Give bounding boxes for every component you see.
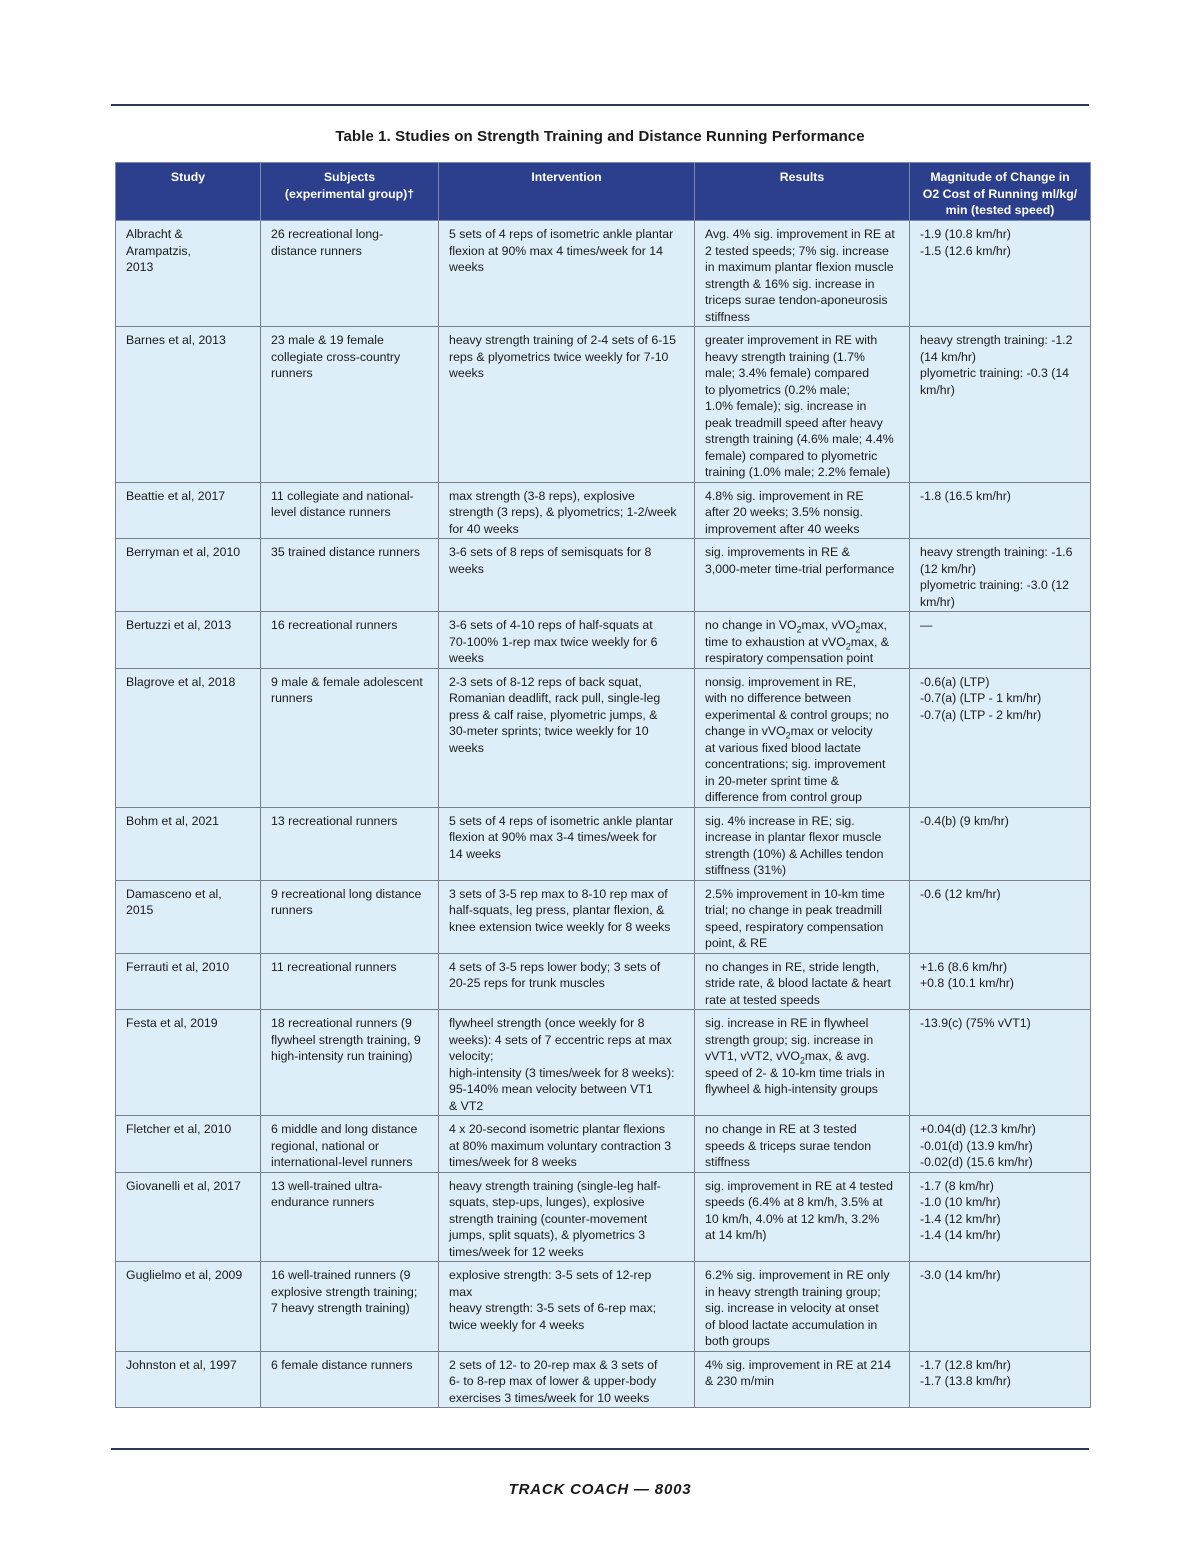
cell-line: -13.9(c) (75% vVT1) bbox=[920, 1016, 1031, 1030]
cell-line: runners bbox=[271, 366, 313, 380]
cell-line: weeks bbox=[449, 561, 484, 576]
cell-study bbox=[116, 1010, 261, 1116]
header-line: (experimental group)† bbox=[284, 186, 415, 201]
cell-line: 2013 bbox=[126, 260, 154, 274]
cell-line: velocity; bbox=[449, 1049, 494, 1063]
table-row bbox=[116, 482, 1091, 539]
cell-intervention bbox=[439, 1351, 695, 1408]
cell-magnitude bbox=[910, 1172, 1091, 1262]
cell-line: flywheel strength training, 9 bbox=[271, 1032, 421, 1047]
cell-line: 16 recreational runners bbox=[271, 618, 398, 632]
table-row bbox=[116, 612, 1091, 669]
cell-line: squats, step-ups, lunges), explosive bbox=[449, 1195, 645, 1209]
cell-line: 1.0% female); sig. increase in bbox=[705, 399, 867, 413]
cell-line: 13 recreational runners bbox=[271, 813, 398, 828]
cell-results bbox=[695, 1116, 910, 1173]
cell-line: to plyometrics (0.2% male; bbox=[705, 382, 850, 397]
top-rule bbox=[111, 104, 1089, 106]
cell-line: 18 recreational runners (9 bbox=[271, 1016, 412, 1030]
cell-line: 3,000-meter time-trial performance bbox=[705, 561, 895, 576]
cell-line: Guglielmo et al, 2009 bbox=[126, 1268, 243, 1282]
cell-line: sig. 4% increase in RE; sig. bbox=[705, 813, 855, 828]
cell-line: plyometric training: -0.3 (14 bbox=[920, 366, 1069, 380]
cell-magnitude bbox=[910, 221, 1091, 327]
cell-results bbox=[695, 1262, 910, 1352]
cell-line: -1.0 (10 km/hr) bbox=[920, 1195, 1001, 1209]
cell-results bbox=[695, 1351, 910, 1408]
cell-intervention bbox=[439, 1010, 695, 1116]
cell-line: vVT1, vVT2, vVO$_2$max, & avg. bbox=[705, 1049, 870, 1066]
cell-subjects bbox=[261, 1116, 439, 1173]
cell-line: Johnston et al, 1997 bbox=[126, 1357, 237, 1372]
cell-subjects bbox=[261, 482, 439, 539]
cell-line: respiratory compensation point bbox=[705, 651, 874, 665]
cell-line: 11 collegiate and national- bbox=[271, 488, 414, 503]
cell-line: -1.4 (12 km/hr) bbox=[920, 1211, 1001, 1226]
cell-line: -0.7(a) (LTP - 1 km/hr) bbox=[920, 691, 1042, 705]
cell-line: difference from control group bbox=[705, 790, 862, 804]
cell-line: 10 km/h, 4.0% at 12 km/h, 3.2% bbox=[705, 1211, 880, 1226]
cell-magnitude bbox=[910, 807, 1091, 880]
cell-line: 3 sets of 3-5 rep max to 8-10 rep max of bbox=[449, 886, 668, 901]
table-row bbox=[116, 539, 1091, 612]
cell-line: times/week for 12 weeks bbox=[449, 1244, 584, 1259]
cell-line: -1.7 (12.8 km/hr) bbox=[920, 1357, 1011, 1372]
cell-line: time to exhaustion at vVO$_2$max, & bbox=[705, 634, 890, 651]
cell-results bbox=[695, 327, 910, 483]
cell-study bbox=[116, 807, 261, 880]
cell-line: (14 km/hr) bbox=[920, 349, 977, 364]
cell-line: 9 recreational long distance bbox=[271, 886, 422, 901]
header-line: min (tested speed) bbox=[945, 203, 1055, 217]
cell-line: sig. increase in RE in flywheel bbox=[705, 1016, 869, 1030]
cell-line: 20-25 reps for trunk muscles bbox=[449, 976, 605, 990]
table-row bbox=[116, 221, 1091, 327]
cell-line: 11 recreational runners bbox=[271, 959, 397, 974]
cell-line: 26 recreational long- bbox=[271, 227, 384, 241]
cell-line: triceps surae tendon-aponeurosis bbox=[705, 293, 888, 307]
cell-study bbox=[116, 1351, 261, 1408]
cell-intervention bbox=[439, 807, 695, 880]
cell-intervention bbox=[439, 1172, 695, 1262]
cell-line: male; 3.4% female) compared bbox=[705, 366, 870, 380]
cell-line: 2.5% improvement in 10-km time bbox=[705, 886, 885, 901]
cell-intervention bbox=[439, 482, 695, 539]
cell-magnitude bbox=[910, 1351, 1091, 1408]
cell-line: 7 heavy strength training) bbox=[271, 1301, 410, 1315]
cell-study bbox=[116, 612, 261, 669]
cell-results bbox=[695, 1172, 910, 1262]
cell-line: 95-140% mean velocity between VT1 bbox=[449, 1082, 653, 1096]
cell-line: press & calf raise, plyometric jumps, & bbox=[449, 707, 658, 722]
table-row bbox=[116, 807, 1091, 880]
cell-subjects bbox=[261, 1351, 439, 1408]
cell-line: sig. increase in velocity at onset bbox=[705, 1301, 879, 1315]
cell-study bbox=[116, 1172, 261, 1262]
cell-line: heavy strength training of 2-4 sets of 6-15 bbox=[449, 333, 676, 347]
cell-line: -1.4 (14 km/hr) bbox=[920, 1228, 1001, 1242]
column-header-results bbox=[695, 163, 910, 221]
cell-line: weeks bbox=[449, 651, 484, 665]
cell-line: flywheel & high-intensity groups bbox=[705, 1082, 878, 1096]
cell-line: (12 km/hr) bbox=[920, 561, 977, 576]
cell-line: 4% sig. improvement in RE at 214 bbox=[705, 1357, 891, 1372]
cell-line: at 80% maximum voluntary contraction 3 bbox=[449, 1138, 672, 1153]
cell-line: half-squats, leg press, plantar flexion, & bbox=[449, 903, 665, 917]
cell-line: speeds (6.4% at 8 km/h, 3.5% at bbox=[705, 1195, 883, 1209]
table-row bbox=[116, 1351, 1091, 1408]
cell-line: both groups bbox=[705, 1334, 770, 1348]
cell-study bbox=[116, 327, 261, 483]
cell-line: 9 male & female adolescent bbox=[271, 674, 423, 689]
cell-line: stiffness bbox=[705, 309, 750, 324]
table-row bbox=[116, 953, 1091, 1010]
cell-line: point, & RE bbox=[705, 936, 768, 950]
cell-line: 6 female distance runners bbox=[271, 1357, 413, 1372]
cell-line: strength & 16% sig. increase in bbox=[705, 276, 875, 291]
cell-results bbox=[695, 612, 910, 669]
cell-line: stride rate, & blood lactate & heart bbox=[705, 976, 891, 990]
table-caption: Table 1. Studies on Strength Training and Distance Running Performance bbox=[335, 128, 865, 145]
cell-line: no change in RE at 3 tested bbox=[705, 1122, 857, 1136]
cell-line: max strength (3-8 reps), explosive bbox=[449, 488, 635, 503]
cell-line: no change in $VO_2\max$, vVO$_2$max, bbox=[705, 618, 888, 635]
cell-line: -0.7(a) (LTP - 2 km/hr) bbox=[920, 707, 1042, 722]
cell-subjects bbox=[261, 327, 439, 483]
cell-line: -1.5 (12.6 km/hr) bbox=[920, 243, 1011, 258]
cell-line: with no difference between bbox=[705, 691, 852, 705]
cell-line: experimental & control groups; no bbox=[705, 707, 889, 722]
column-header-intervention bbox=[439, 163, 695, 221]
cell-line: speed, respiratory compensation bbox=[705, 919, 884, 934]
cell-magnitude bbox=[910, 612, 1091, 669]
cell-line: endurance runners bbox=[271, 1195, 375, 1209]
cell-line: strength (10%) & Achilles tendon bbox=[705, 846, 884, 861]
cell-line: training (1.0% male; 2.2% female) bbox=[705, 465, 891, 479]
cell-line: -0.6(a) (LTP) bbox=[920, 674, 990, 689]
cell-line: Festa et al, 2019 bbox=[126, 1016, 218, 1030]
cell-line: 5 sets of 4 reps of isometric ankle plantar bbox=[449, 227, 674, 241]
header-line: Magnitude of Change in bbox=[930, 170, 1070, 184]
cell-line: heavy strength training (single-leg half- bbox=[449, 1178, 661, 1193]
cell-line: distance runners bbox=[271, 243, 362, 258]
cell-line: Bertuzzi et al, 2013 bbox=[126, 618, 232, 632]
cell-line: strength training (counter-movement bbox=[449, 1211, 648, 1226]
cell-line: heavy strength training: -1.2 bbox=[920, 333, 1073, 347]
cell-line: times/week for 8 weeks bbox=[449, 1155, 577, 1169]
cell-subjects bbox=[261, 953, 439, 1010]
cell-line: heavy strength: 3-5 sets of 6-rep max; bbox=[449, 1301, 657, 1315]
cell-line: nonsig. improvement in RE, bbox=[705, 674, 857, 689]
cell-magnitude bbox=[910, 953, 1091, 1010]
cell-line: km/hr) bbox=[920, 382, 955, 397]
cell-subjects bbox=[261, 612, 439, 669]
cell-intervention bbox=[439, 880, 695, 953]
cell-line: 2015 bbox=[126, 903, 154, 917]
cell-line: Avg. 4% sig. improvement in RE at bbox=[705, 227, 895, 241]
cell-line: 6.2% sig. improvement in RE only bbox=[705, 1268, 890, 1282]
cell-line: 2 sets of 12- to 20-rep max & 3 sets of bbox=[449, 1357, 658, 1372]
cell-line: improvement after 40 weeks bbox=[705, 521, 860, 536]
cell-line: & VT2 bbox=[449, 1098, 484, 1113]
cell-subjects bbox=[261, 880, 439, 953]
cell-subjects bbox=[261, 539, 439, 612]
cell-line: Berryman et al, 2010 bbox=[126, 545, 241, 559]
cell-intervention bbox=[439, 327, 695, 483]
cell-line: Beattie et al, 2017 bbox=[126, 488, 226, 503]
cell-line: -1.9 (10.8 km/hr) bbox=[920, 227, 1011, 241]
cell-line: for 40 weeks bbox=[449, 521, 519, 536]
cell-line: 4.8% sig. improvement in RE bbox=[705, 488, 864, 503]
cell-line: speed of 2- & 10-km time trials in bbox=[705, 1065, 885, 1080]
cell-line: stiffness bbox=[705, 1155, 750, 1169]
cell-line: flywheel strength (once weekly for 8 bbox=[449, 1016, 645, 1030]
cell-line: exercises 3 times/week for 10 weeks bbox=[449, 1390, 650, 1405]
cell-magnitude bbox=[910, 1116, 1091, 1173]
cell-line: at 14 km/h) bbox=[705, 1228, 767, 1242]
cell-line: sig. improvement in RE at 4 tested bbox=[705, 1178, 893, 1193]
cell-line: weeks bbox=[449, 740, 484, 755]
cell-study bbox=[116, 880, 261, 953]
studies-table bbox=[115, 162, 1091, 1408]
cell-line: knee extension twice weekly for 8 weeks bbox=[449, 919, 671, 934]
cell-line: after 20 weeks; 3.5% nonsig. bbox=[705, 505, 863, 519]
cell-line: peak treadmill speed after heavy bbox=[705, 415, 883, 430]
cell-line: speeds & triceps surae tendon bbox=[705, 1138, 872, 1153]
cell-line: level distance runners bbox=[271, 505, 391, 519]
bottom-rule bbox=[111, 1448, 1089, 1450]
cell-subjects bbox=[261, 1010, 439, 1116]
cell-results bbox=[695, 880, 910, 953]
cell-line: -3.0 (14 km/hr) bbox=[920, 1268, 1001, 1282]
cell-line: at various fixed blood lactate bbox=[705, 740, 861, 755]
cell-line: Albracht & Arampatzis, bbox=[126, 227, 191, 258]
cell-line: -1.7 (8 km/hr) bbox=[920, 1178, 994, 1193]
cell-line: — bbox=[920, 618, 933, 632]
cell-line: concentrations; sig. improvement bbox=[705, 757, 886, 771]
cell-line: of blood lactate accumulation in bbox=[705, 1317, 878, 1332]
cell-subjects bbox=[261, 668, 439, 807]
cell-study bbox=[116, 668, 261, 807]
cell-subjects bbox=[261, 221, 439, 327]
cell-study bbox=[116, 221, 261, 327]
cell-study bbox=[116, 1116, 261, 1173]
cell-line: Romanian deadlift, rack pull, single-leg bbox=[449, 691, 661, 705]
cell-line: -1.7 (13.8 km/hr) bbox=[920, 1374, 1011, 1388]
cell-study bbox=[116, 482, 261, 539]
cell-line: +0.8 (10.1 km/hr) bbox=[920, 976, 1014, 990]
cell-line: +1.6 (8.6 km/hr) bbox=[920, 959, 1008, 974]
cell-intervention bbox=[439, 221, 695, 327]
cell-results bbox=[695, 539, 910, 612]
cell-line: 2 tested speeds; 7% sig. increase bbox=[705, 243, 889, 258]
cell-line: increase in plantar flexor muscle bbox=[705, 830, 882, 844]
cell-line: 16 well-trained runners (9 bbox=[271, 1268, 411, 1282]
cell-magnitude bbox=[910, 668, 1091, 807]
cell-results bbox=[695, 482, 910, 539]
cell-line: 5 sets of 4 reps of isometric ankle plantar bbox=[449, 813, 674, 828]
cell-subjects bbox=[261, 1262, 439, 1352]
cell-line: greater improvement in RE with bbox=[705, 333, 878, 347]
column-header-subjects bbox=[261, 163, 439, 221]
cell-line: -1.8 (16.5 km/hr) bbox=[920, 488, 1011, 503]
cell-line: heavy strength training (1.7% bbox=[705, 349, 865, 364]
cell-line: explosive strength: 3-5 sets of 12-rep bbox=[449, 1268, 652, 1282]
cell-results bbox=[695, 1010, 910, 1116]
cell-line: strength training (4.6% male; 4.4% bbox=[705, 432, 894, 446]
cell-results bbox=[695, 953, 910, 1010]
cell-line: high-intensity run training) bbox=[271, 1049, 413, 1063]
cell-line: 6- to 8-rep max of lower & upper-body bbox=[449, 1374, 657, 1388]
cell-line: weeks): 4 sets of 7 eccentric reps at max bbox=[449, 1032, 672, 1047]
cell-results bbox=[695, 221, 910, 327]
cell-magnitude bbox=[910, 327, 1091, 483]
cell-line: +0.04(d) (12.3 km/hr) bbox=[920, 1122, 1036, 1136]
cell-line: trial; no change in peak treadmill bbox=[705, 903, 883, 917]
cell-line: -0.01(d) (13.9 km/hr) bbox=[920, 1138, 1033, 1153]
cell-subjects bbox=[261, 1172, 439, 1262]
cell-line: 70-100% 1-rep max twice weekly for 6 bbox=[449, 634, 658, 649]
cell-intervention bbox=[439, 953, 695, 1010]
cell-intervention bbox=[439, 1116, 695, 1173]
cell-line: in maximum plantar flexion muscle bbox=[705, 260, 894, 274]
cell-line: reps & plyometrics twice weekly for 7-10 bbox=[449, 349, 669, 364]
cell-line: collegiate cross-country bbox=[271, 349, 401, 364]
header-line: Results bbox=[779, 170, 825, 184]
cell-results bbox=[695, 807, 910, 880]
cell-line: -0.4(b) (9 km/hr) bbox=[920, 813, 1009, 828]
cell-line: change in vVO$_2$max or velocity bbox=[705, 724, 873, 741]
table-row bbox=[116, 880, 1091, 953]
cell-line: Damasceno et al, bbox=[126, 886, 222, 901]
cell-intervention bbox=[439, 539, 695, 612]
cell-line: 14 weeks bbox=[449, 846, 501, 861]
cell-line: 13 well-trained ultra- bbox=[271, 1178, 383, 1193]
cell-results bbox=[695, 668, 910, 807]
cell-line: heavy strength training: -1.6 bbox=[920, 545, 1073, 559]
cell-line: plyometric training: -3.0 (12 bbox=[920, 578, 1069, 592]
cell-line: rate at tested speeds bbox=[705, 992, 820, 1007]
cell-subjects bbox=[261, 807, 439, 880]
cell-line: 23 male & 19 female bbox=[271, 333, 384, 347]
cell-intervention bbox=[439, 612, 695, 669]
cell-magnitude bbox=[910, 1262, 1091, 1352]
cell-line: weeks bbox=[449, 260, 484, 274]
cell-line: 4 sets of 3-5 reps lower body; 3 sets of bbox=[449, 959, 661, 974]
cell-line: female) compared to plyometric bbox=[705, 448, 878, 463]
cell-line: stiffness (31%) bbox=[705, 863, 787, 877]
cell-magnitude bbox=[910, 539, 1091, 612]
cell-line: flexion at 90% max 4 times/week for 14 bbox=[449, 243, 663, 258]
cell-line: in 20-meter sprint time & bbox=[705, 773, 839, 788]
cell-line: Ferrauti et al, 2010 bbox=[126, 959, 230, 974]
cell-line: -0.6 (12 km/hr) bbox=[920, 886, 1001, 901]
table-row bbox=[116, 1262, 1091, 1352]
cell-line: 30-meter sprints; twice weekly for 10 bbox=[449, 724, 649, 738]
cell-line: weeks bbox=[449, 366, 484, 380]
cell-line: sig. improvements in RE & bbox=[705, 545, 850, 559]
cell-line: 4 x 20-second isometric plantar flexions bbox=[449, 1122, 665, 1136]
cell-line: twice weekly for 4 weeks bbox=[449, 1317, 585, 1332]
cell-line: Blagrove et al, 2018 bbox=[126, 674, 236, 689]
cell-magnitude bbox=[910, 1010, 1091, 1116]
cell-line: flexion at 90% max 3-4 times/week for bbox=[449, 830, 657, 844]
header-line: Subjects bbox=[323, 170, 376, 184]
cell-line: Fletcher et al, 2010 bbox=[126, 1122, 232, 1136]
page-footer: TRACK COACH — 8003 bbox=[508, 1481, 692, 1498]
cell-line: jumps, split squats), & plyometrics 3 bbox=[449, 1228, 646, 1242]
column-header-study bbox=[116, 163, 261, 221]
table-row bbox=[116, 327, 1091, 483]
cell-line: Bohm et al, 2021 bbox=[126, 813, 219, 828]
cell-line: Barnes et al, 2013 bbox=[126, 333, 226, 347]
header-line: O2 Cost of Running ml/kg/ bbox=[922, 186, 1078, 201]
cell-study bbox=[116, 539, 261, 612]
header-line: Study bbox=[170, 170, 206, 184]
cell-line: regional, national or bbox=[271, 1138, 380, 1153]
cell-line: max bbox=[449, 1284, 473, 1299]
cell-intervention bbox=[439, 668, 695, 807]
cell-line: Giovanelli et al, 2017 bbox=[126, 1178, 241, 1193]
table-row bbox=[116, 1116, 1091, 1173]
table-row bbox=[116, 1172, 1091, 1262]
table-row bbox=[116, 1010, 1091, 1116]
cell-magnitude bbox=[910, 482, 1091, 539]
cell-line: 6 middle and long distance bbox=[271, 1122, 418, 1136]
table-row bbox=[116, 668, 1091, 807]
cell-line: 35 trained distance runners bbox=[271, 545, 421, 559]
cell-line: & 230 m/min bbox=[705, 1374, 775, 1388]
cell-line: km/hr) bbox=[920, 594, 955, 609]
cell-line: -0.02(d) (15.6 km/hr) bbox=[920, 1155, 1033, 1169]
cell-line: 2-3 sets of 8-12 reps of back squat, bbox=[449, 674, 642, 689]
column-header-magnitude bbox=[910, 163, 1091, 221]
cell-study bbox=[116, 1262, 261, 1352]
cell-line: strength group; sig. increase in bbox=[705, 1032, 874, 1047]
cell-line: high-intensity (3 times/week for 8 weeks): bbox=[449, 1065, 675, 1080]
header-line: Intervention bbox=[531, 170, 602, 184]
cell-line: international-level runners bbox=[271, 1155, 413, 1169]
cell-intervention bbox=[439, 1262, 695, 1352]
cell-line: 3-6 sets of 8 reps of semisquats for 8 bbox=[449, 545, 652, 559]
cell-study bbox=[116, 953, 261, 1010]
cell-magnitude bbox=[910, 880, 1091, 953]
header-row bbox=[116, 163, 1091, 221]
cell-line: explosive strength training; bbox=[271, 1284, 418, 1299]
cell-line: in heavy strength training group; bbox=[705, 1284, 881, 1299]
cell-line: runners bbox=[271, 903, 313, 917]
cell-line: no changes in RE, stride length, bbox=[705, 959, 880, 974]
cell-line: runners bbox=[271, 691, 313, 705]
cell-line: strength (3 reps), & plyometrics; 1-2/week bbox=[449, 505, 677, 519]
cell-line: 3-6 sets of 4-10 reps of half-squats at bbox=[449, 618, 653, 632]
